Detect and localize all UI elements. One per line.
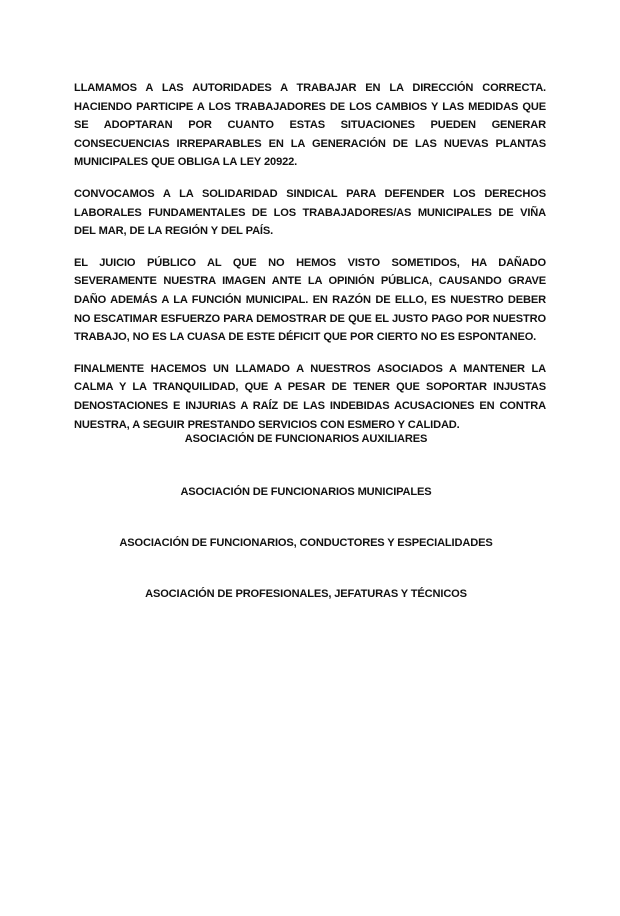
document-body [74,79,546,447]
signatory-auxiliares: ASOCIACIÓN DE FUNCIONARIOS AUXILIARES [184,433,428,445]
paragraph-call-to-members: FINALMENTE HACEMOS UN LLAMADO A NUESTROS ASOCIADOS A MANTENER LA CALMA Y LA TRANQUILIDAD, QUE A PESAR DE TENER QUE SOPORTAR INJUSTAS DENOSTACIONES E INJURIAS A RAÍZ DE LAS INDEBIDAS ACUSACIONES EN CONTRA NUESTRA, A SEGUIR PRESTANDO SERVICIOS CON ESMERO Y CALIDAD. [74,362,546,431]
signatory-profesionales: ASOCIACIÓN DE PROFESIONALES, JEFATURAS Y TÉCNICOS [145,588,467,600]
signatory-conductores: ASOCIACIÓN DE FUNCIONARIOS, CONDUCTORES Y ESPECIALIDADES [119,537,493,549]
paragraph-public-judgment: EL JUICIO PÚBLICO AL QUE NO HEMOS VISTO SOMETIDOS, HA DAÑADO SEVERAMENTE NUESTRA IMAGEN ANTE LA OPINIÓN PÚBLICA, CAUSANDO GRAVE DAÑO ADEMÁS A LA FUNCIÓN MUNICIPAL. EN RAZÓN DE ELLO, ES NUESTRO DEBER NO ESCATIMAR ESFUERZO PARA DEMOSTRAR DE QUE EL JUSTO PAGO POR NUESTRO TRABAJO, NO ES LA CUASA DE ESTE DÉFICIT QUE POR CIERTO NO ES ESPONTANEO. [74,256,546,344]
paragraph-union-solidarity: CONVOCAMOS A LA SOLIDARIDAD SINDICAL PARA DEFENDER LOS DERECHOS LABORALES FUNDAMENTALES DE LOS TRABAJADORES/AS MUNICIPALES DE VIÑA DEL MAR, DE LA REGIÓN Y DEL PAÍS. [74,187,546,238]
paragraph-call-to-authorities: LLAMAMOS A LAS AUTORIDADES A TRABAJAR EN LA DIRECCIÓN CORRECTA. HACIENDO PARTICIPE A LOS TRABAJADORES DE LOS CAMBIOS Y LAS MEDIDAS QUE SE ADOPTARAN POR CUANTO ESTAS SITUACIONES PUEDEN GENERAR CONSECUENCIAS IRREPARABLES EN LA GENERACIÓN DE LAS NUEVAS PLANTAS MUNICIPALES QUE OBLIGA LA LEY 20922. [74,82,546,169]
signatory-municipales: ASOCIACIÓN DE FUNCIONARIOS MUNICIPALES [180,486,432,498]
